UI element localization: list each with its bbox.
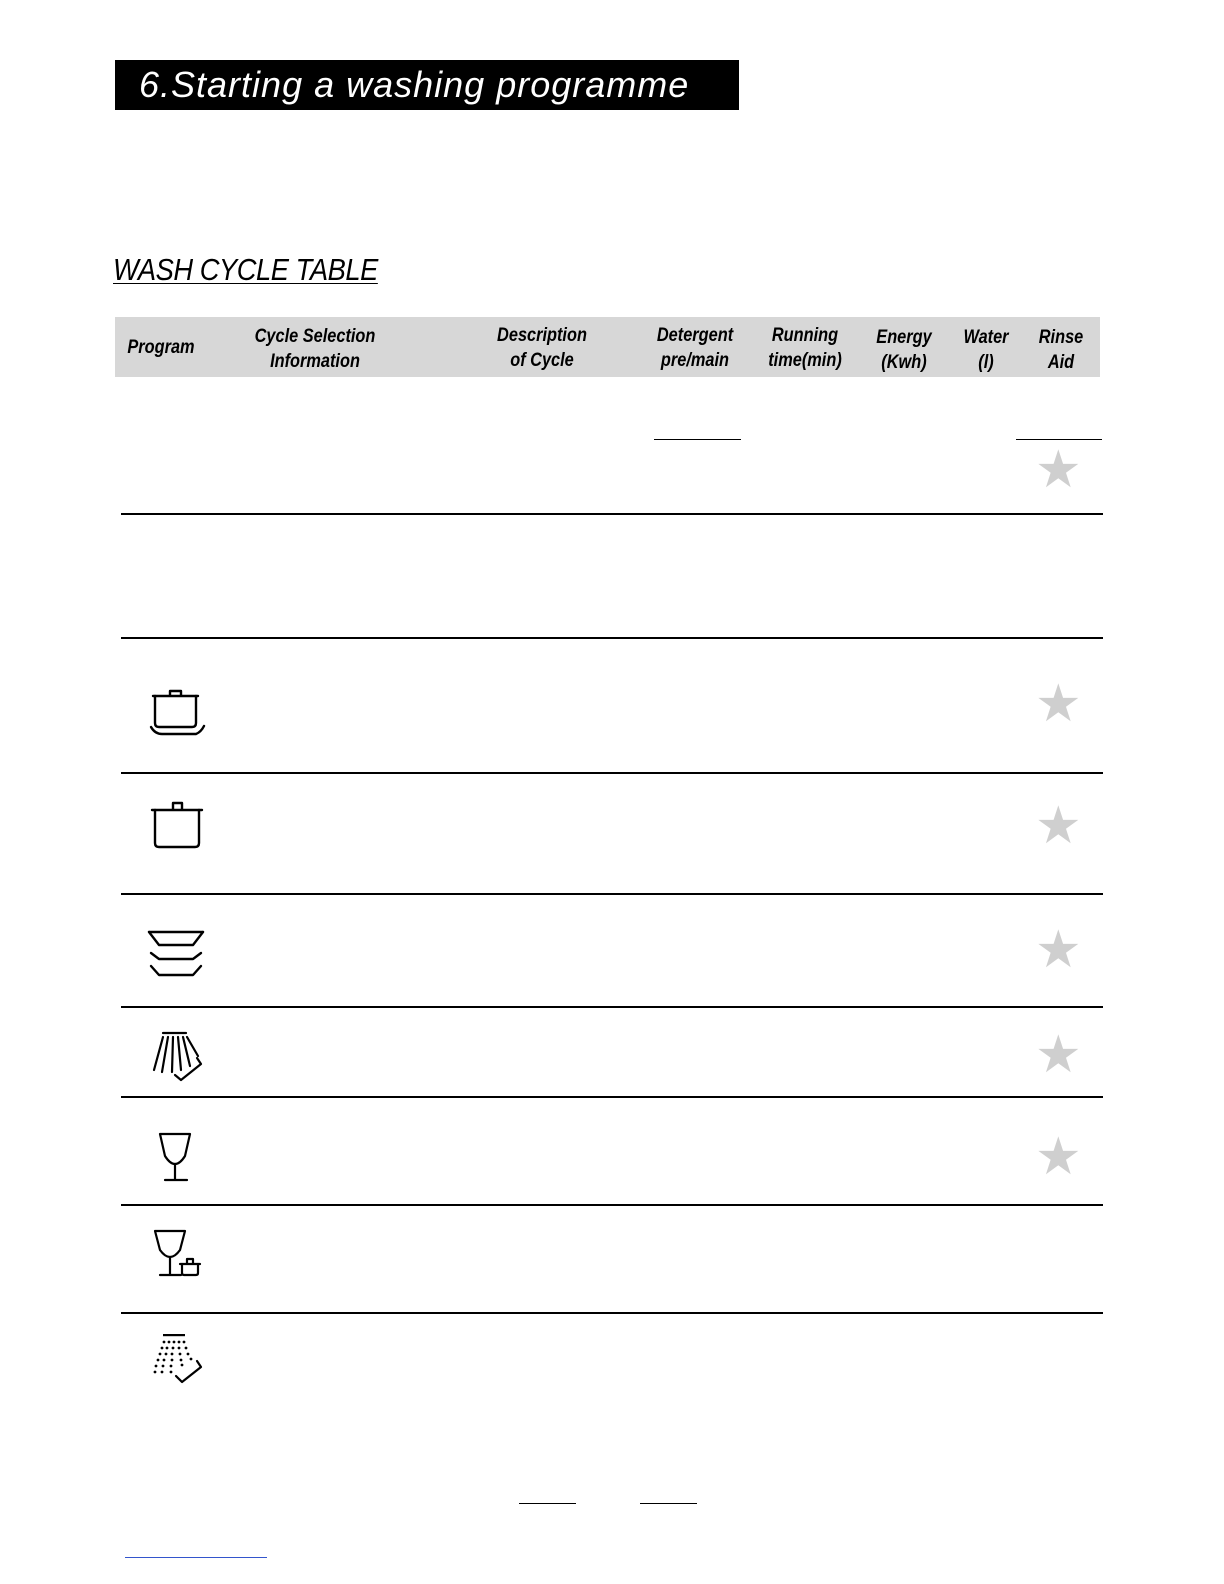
rinse-aid-star-icon: ★ [1035, 920, 1082, 980]
rinse-spray-icon [148, 1332, 206, 1386]
header-cycle-selection: Cycle Selection Information [254, 326, 376, 372]
table-heading: WASH CYCLE TABLE [113, 252, 378, 287]
rinse-aid-star-icon: ★ [1035, 796, 1082, 856]
wine-glass-icon [156, 1130, 198, 1184]
detergent-underline [654, 439, 741, 440]
header-detergent: Detergent pre/main [656, 325, 734, 371]
row-divider [121, 893, 1103, 895]
rinse-aid-star-icon: ★ [1035, 440, 1082, 500]
section-title: 6.Starting a washing programme [115, 60, 739, 110]
row-divider [121, 1006, 1103, 1008]
row-divider [121, 1096, 1103, 1098]
pot-icon [148, 798, 208, 852]
header-program: Program [127, 337, 195, 358]
glass-and-pot-icon [150, 1226, 206, 1280]
header-water: Water (l) [963, 327, 1009, 373]
spray-bowl-icon [148, 1030, 206, 1084]
header-rinse-aid: Rinse Aid [1038, 327, 1084, 373]
row-divider [121, 1204, 1103, 1206]
footer-rule [519, 1503, 576, 1504]
row-divider [121, 513, 1103, 515]
rinse-aid-star-icon: ★ [1035, 674, 1082, 734]
header-energy: Energy (Kwh) [876, 327, 932, 373]
rinse-aid-star-icon: ★ [1035, 1025, 1082, 1085]
footer-rule [640, 1503, 697, 1504]
stacked-plates-icon [146, 928, 208, 982]
footer-link-rule [125, 1557, 267, 1558]
table-header-row [115, 317, 1100, 377]
header-running-time: Running time(min) [768, 325, 842, 371]
row-divider [121, 772, 1103, 774]
pot-on-plate-icon [146, 684, 208, 740]
row-divider [121, 637, 1103, 639]
rinse-aid-star-icon: ★ [1035, 1127, 1082, 1187]
header-description: Description of Cycle [497, 325, 587, 371]
row-divider [121, 1312, 1103, 1314]
